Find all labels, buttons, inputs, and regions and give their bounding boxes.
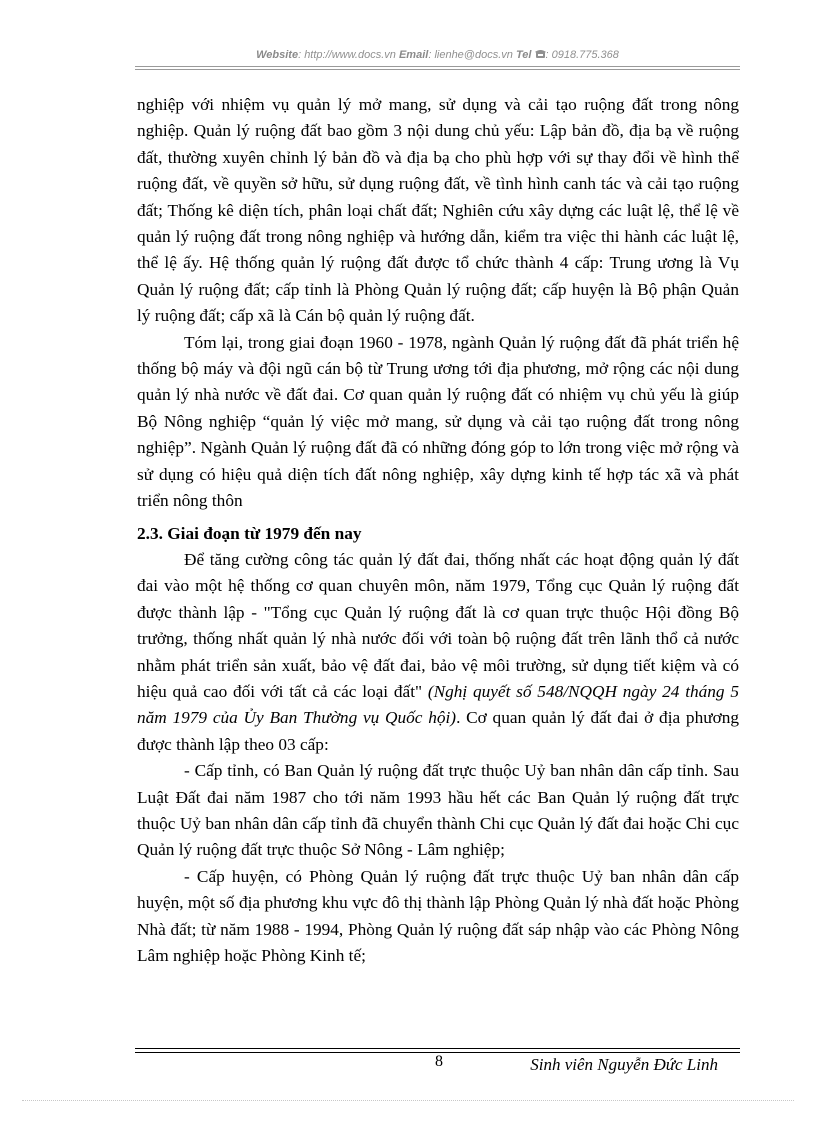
paragraph: - Cấp huyện, có Phòng Quản lý ruộng đất trực thuộc Uỷ ban nhân dân cấp huyện, một số địa phương khu vực đô thị thành lập Phòng Quản lý nhà đất hoặc Phòng Nhà đất; từ năm 1988 - 1994, Phòng Quản lý ruộng đất sáp nhập vào các Phòng Nông Lâm nghiệp hoặc Phòng Kinh tế; [137, 866, 739, 965]
tel-label: Tel [515, 49, 532, 61]
page-bottom-border [22, 1100, 794, 1101]
header-divider [135, 66, 740, 67]
footer-author: Sinh viên Nguyễn Đức Linh [530, 1055, 718, 1074]
paragraph: Tóm lại, trong giai đoạn 1960 - 1978, ngành Quản lý ruộng đất đã phát triển hệ thống bộ máy và đội ngũ cán bộ từ Trung ương tới địa phương, mở rộng các nội dung quản lý nhà nước về đất đai. Cơ quan quản lý ruộng đất có nhiệm vụ chủ yếu là giúp Bộ Nông nghiệp “quản lý việc mở mang, sử dụng và cải tạo ruộng đất trong nông nghiệp”. Ngành Quản lý ruộng đất đã có những đóng góp to lớn trong việc mở rộng và sử dụng có hiệu quả diện tích đất nông nghiệp, xây dựng kinh tế hợp tác xã và phát triển nông thôn [137, 332, 739, 511]
website-label: Website [256, 49, 299, 61]
email-label: Email [398, 49, 429, 61]
page-header [135, 49, 740, 61]
paragraph: nghiệp với nhiệm vụ quản lý mở mang, sử dụng và cải tạo ruộng đất trong nông nghiệp. Quản lý ruộng đất bao gồm 3 nội dung chủ yếu: Lập bản đồ, địa bạ về ruộng đất, thường xuyên chỉnh lý bản đồ và địa bạ cho phù hợp với sự thay đổi về hình thể ruộng đất, về quyền sở hữu, sử dụng ruộng đất, về tình hình canh tác và cải tạo ruộng đất; Thống kê diện tích, phân loại chất đất; Nghiên cứu xây dựng các luật lệ, thể lệ về quản lý ruộng đất trong nông nghiệp và hướng dẫn, kiểm tra việc thi hành các luật lệ, thể lệ ấy. Hệ thống quản lý ruộng đất được tổ chức thành 4 cấp: Trung ương là Vụ Quản lý ruộng đất; cấp tỉnh là Phòng Quản lý ruộng đất; cấp huyện là Bộ phận Quản lý ruộng đất; cấp xã là Cán bộ quản lý ruộng đất. [137, 95, 739, 326]
document-body [137, 92, 739, 969]
paragraph-text: . Cơ quan quản lý đất đai ở địa phương được thành lập theo 03 cấp: [137, 708, 739, 754]
paragraph: - Cấp tỉnh, có Ban Quản lý ruộng đất trực thuộc Uỷ ban nhân dân cấp tỉnh. Sau Luật Đất đai năm 1987 cho tới năm 1993 hầu hết các Ban Quản lý ruộng đất trực thuộc Uỷ ban nhân dân cấp tỉnh đã chuyển thành Chi cục Quản lý đất đai hoặc Chi cục Quản lý ruộng đất trực thuộc Sở Nông - Lâm nghiệp; [137, 761, 739, 860]
telephone-icon [535, 49, 546, 59]
email-value[interactable]: : lienhe@docs.vn [428, 49, 513, 61]
section-heading: 2.3. Giai đoạn từ 1979 đến nay [137, 523, 362, 543]
page-number: 8 [435, 1053, 443, 1070]
header-divider-secondary [135, 69, 740, 70]
paragraph-text: Để tăng cường công tác quản lý đất đai, thống nhất các hoạt động quản lý đất đai vào một hệ thống cơ quan chuyên môn, năm 1979, Tổng cục Quản lý ruộng đất được thành lập - "Tổng cục Quản lý ruộng đất là cơ quan trực thuộc Hội đồng Bộ trưởng, thống nhất quản lý nhà nước đối với toàn bộ ruộng đất trên lãnh thổ cả nước nhằm phát triển sản xuất, bảo vệ đất đai, bảo vệ môi trường, sử dụng tiết kiệm và có hiệu quả cao đối với tất cả các loại đất" [137, 549, 739, 701]
paragraph [137, 547, 739, 758]
tel-value: : 0918.775.368 [545, 49, 619, 61]
citation: (Nghị quyết số 548/NQQH ngày 24 tháng 5 năm 1979 của Ủy Ban Thường vụ Quốc hội) [137, 681, 739, 728]
footer-divider [135, 1048, 740, 1049]
website-value[interactable]: : http://www.docs.vn [298, 49, 396, 61]
